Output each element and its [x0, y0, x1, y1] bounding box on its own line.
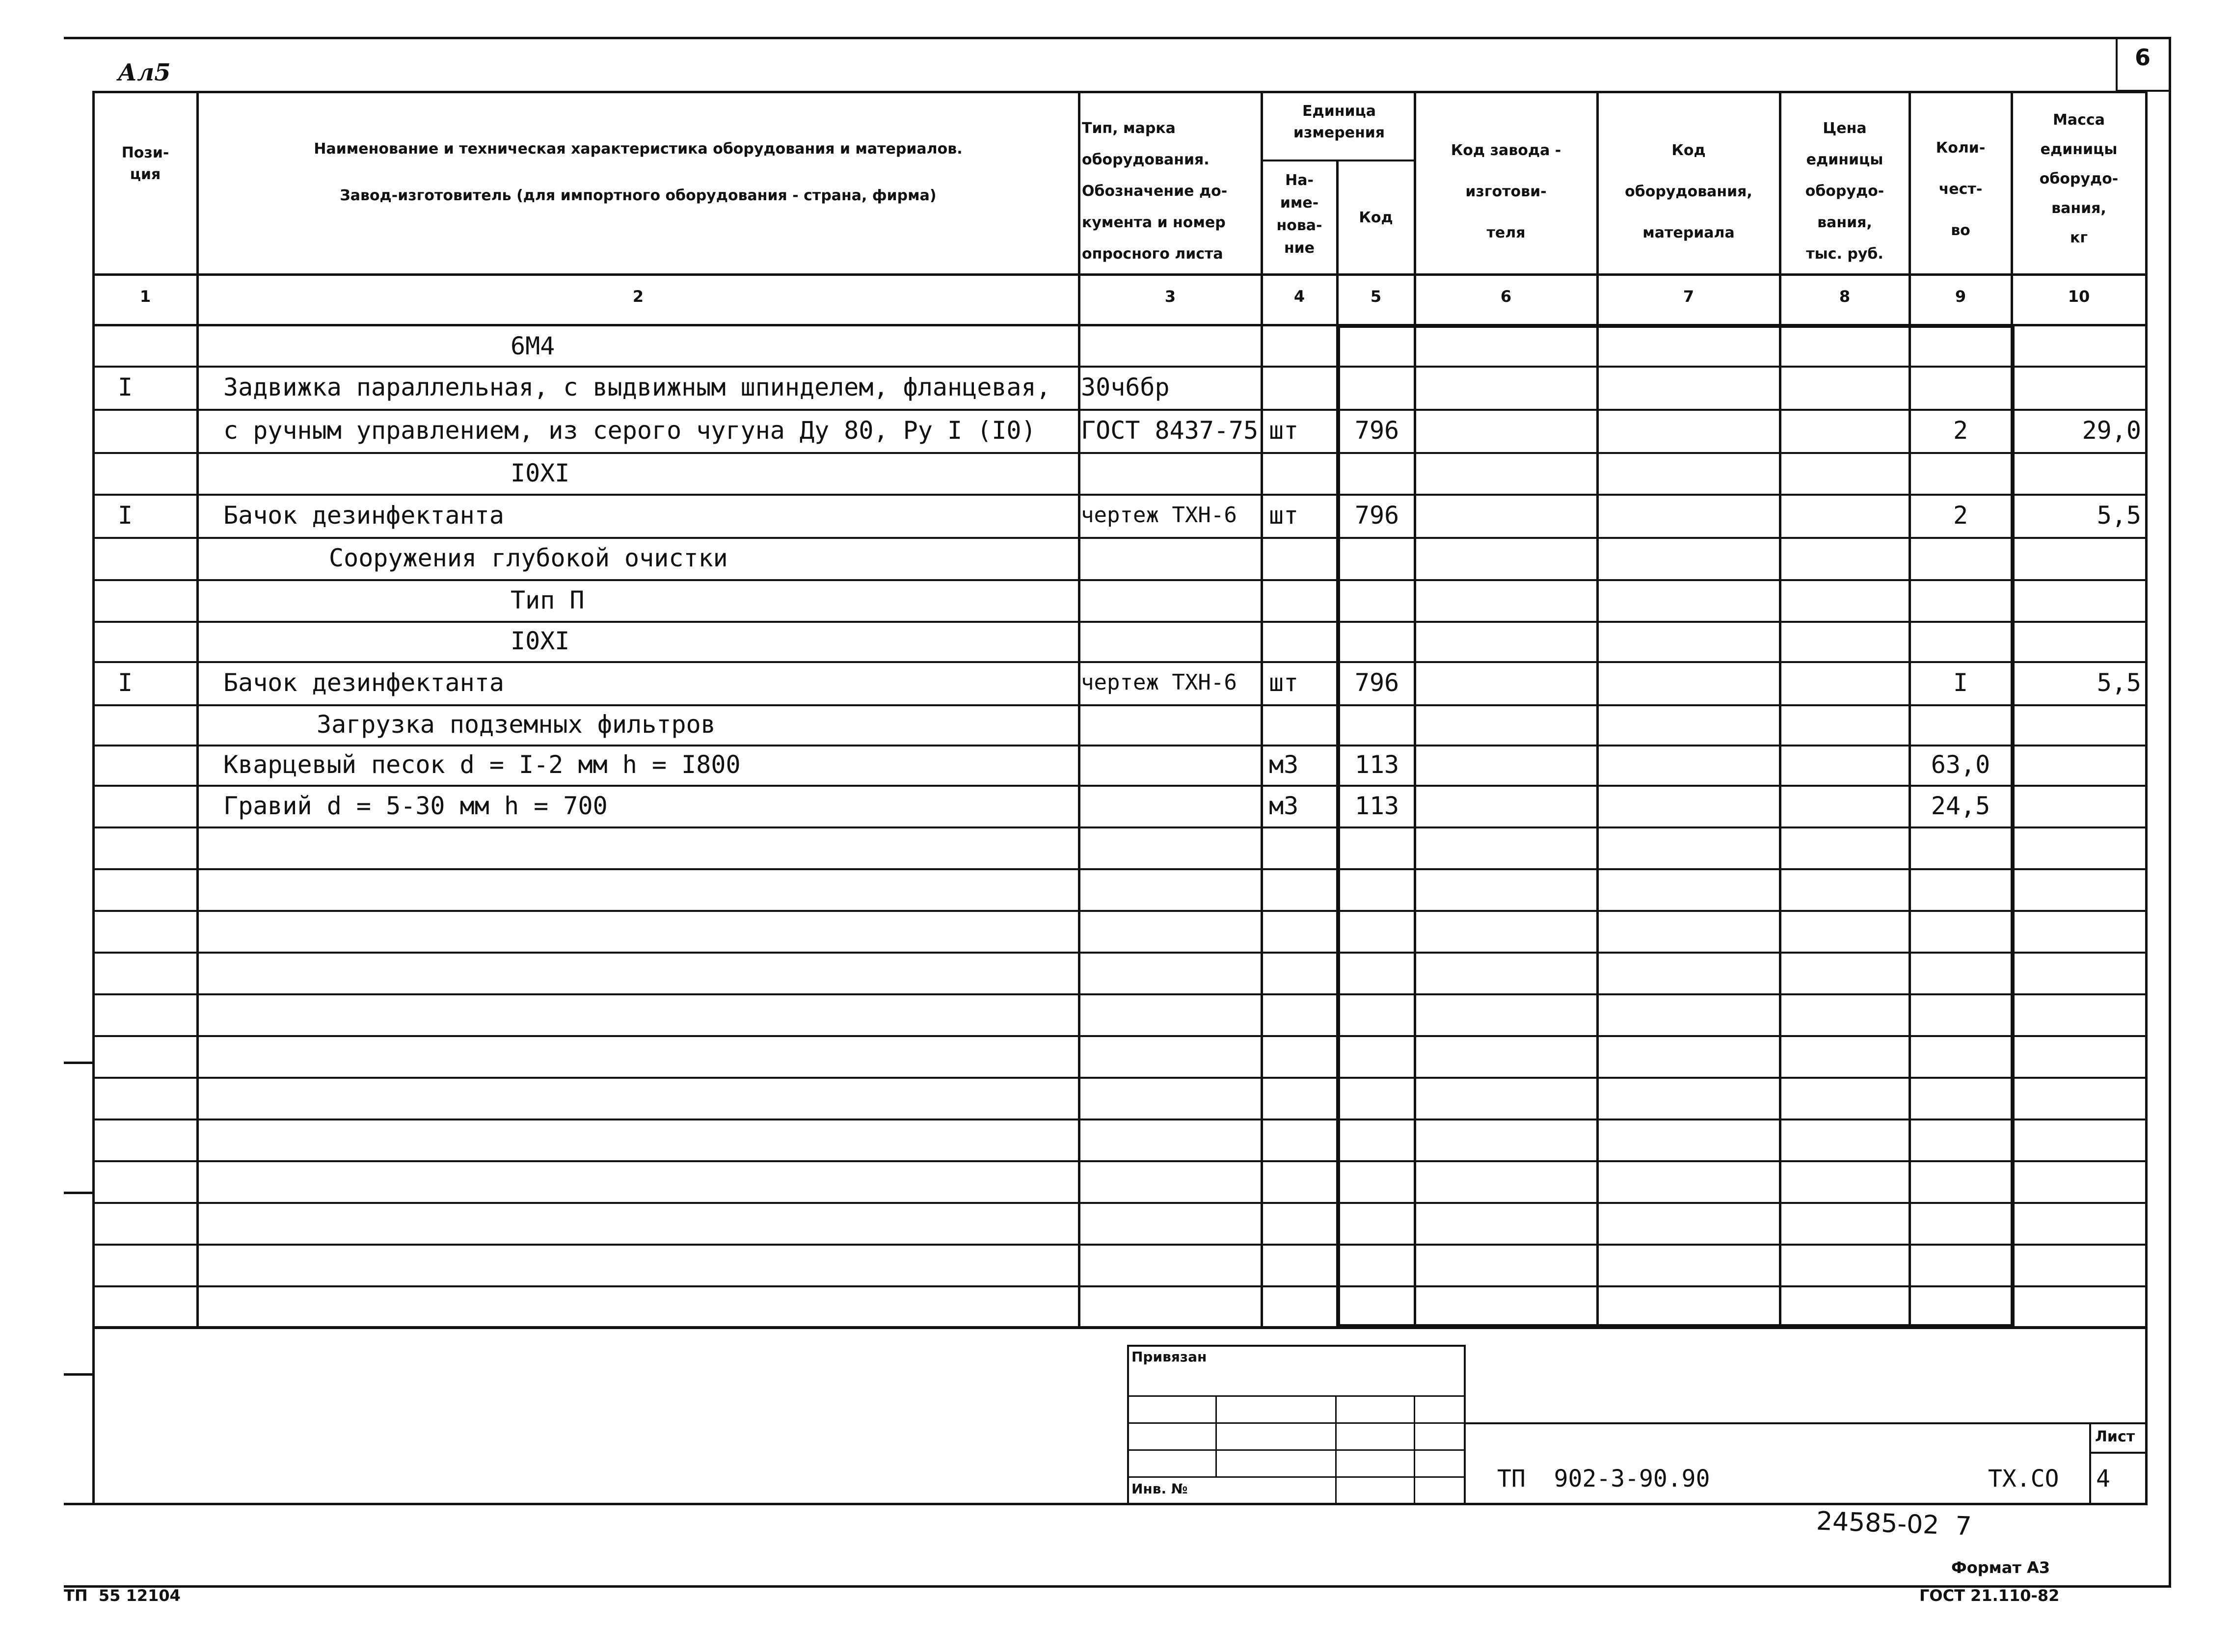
stamp-attached-top	[1127, 1345, 1466, 1347]
doc-code: ТХ.СО	[1988, 1465, 2059, 1492]
cell-unit: шт	[1269, 416, 1299, 445]
frame-top-ext	[64, 37, 88, 39]
cell-name: Кварцевый песок d = I-2 мм h = I800	[223, 750, 741, 779]
row-line	[92, 494, 2148, 496]
col-border-8	[1909, 91, 1911, 1328]
cell-name: Гравий d = 5-30 мм h = 700	[223, 791, 608, 820]
cell-qty: 63,0	[1931, 750, 1990, 779]
cell-name: 6М4	[511, 332, 555, 360]
corner-mark: Ал5	[118, 59, 171, 86]
cell-unit: шт	[1269, 668, 1299, 697]
header-type: Тип, марка оборудования. Обозначение до- кумента и номер опросного листа	[1082, 120, 1228, 263]
frame-top-line	[64, 37, 2170, 39]
cell-mass: 5,5	[2097, 501, 2141, 530]
stamp-col-a	[1215, 1395, 1217, 1476]
col-border-2	[1078, 91, 1080, 1328]
header-quantity: Коли- чест- во	[1936, 139, 1986, 239]
row-line	[92, 366, 2148, 368]
column-number: 10	[2068, 287, 2090, 306]
cell-name: Загрузка подземных фильтров	[317, 710, 716, 739]
column-number: 9	[1955, 287, 1966, 306]
table-top	[92, 91, 2148, 93]
cell-qty: 2	[1953, 416, 1968, 445]
col-border-9b	[2011, 324, 2015, 1328]
row-line	[92, 704, 2148, 706]
sheet-value: 4	[2096, 1465, 2110, 1492]
series-label: ТП 55 12104	[64, 1586, 181, 1605]
row-line	[92, 745, 2148, 746]
stamp-attached-label: Привязан	[1131, 1349, 1207, 1365]
row-line	[92, 621, 2148, 623]
cell-mass: 29,0	[2082, 416, 2141, 445]
cell-unit: м3	[1269, 750, 1299, 779]
header-name-line1: Наименование и техническая характеристика оборудования и материалов.	[314, 140, 963, 158]
frame-right-line	[2169, 37, 2171, 1588]
header-name-line2: Завод-изготовитель (для импортного оборудования - страна, фирма)	[340, 187, 937, 204]
row-line	[92, 452, 2148, 454]
row-line	[92, 537, 2148, 539]
row-line	[92, 993, 2148, 995]
cell-unit: м3	[1269, 791, 1299, 820]
column-number: 4	[1293, 287, 1305, 306]
doc-number: ТП 902-3-90.90	[1497, 1465, 1710, 1492]
row-line	[92, 868, 2148, 870]
cell-qty: 24,5	[1931, 791, 1990, 820]
column-number: 5	[1370, 287, 1382, 306]
cell-code: 796	[1354, 668, 1399, 697]
sheet-box-mid	[2089, 1452, 2148, 1454]
cell-name: I0XI	[511, 458, 570, 487]
margin-tick-4	[64, 1503, 93, 1505]
inventory-number: 24585-02 7	[1816, 1506, 1972, 1542]
stamp-attached-left	[1127, 1345, 1129, 1504]
sheet-number-top: 6	[2134, 44, 2151, 71]
row-line	[92, 1160, 2148, 1162]
col-border-5	[1414, 91, 1416, 1328]
cell-name: с ручным управлением, из серого чугуна Ду 80, Ру I (I0)	[223, 416, 1036, 445]
row-line	[92, 1244, 2148, 1246]
header-mass: Масса единицы оборудо- вания, кг	[2039, 111, 2119, 246]
cell-pos: I	[117, 501, 133, 530]
cell-qty: I	[1953, 668, 1968, 697]
column-number: 1	[139, 287, 151, 306]
col-border-10	[2145, 91, 2148, 1504]
header-price: Цена единицы оборудо- вания, тыс. руб.	[1805, 120, 1884, 263]
standard-label: ГОСТ 21.110-82	[1919, 1586, 2060, 1605]
col-border-3	[1261, 91, 1263, 1328]
header-unit-code: Код	[1359, 209, 1393, 226]
row-line	[92, 579, 2148, 581]
cell-type: ГОСТ 8437-75	[1081, 416, 1259, 445]
column-number: 8	[1839, 287, 1851, 306]
header-factory-code: Код завода - изготови- теля	[1451, 142, 1561, 241]
header-unit-name: На- име- нова- ние	[1276, 172, 1322, 257]
stamp-separator	[92, 1503, 2148, 1505]
header-unit-group-label: Единица измерения	[1293, 103, 1385, 141]
cell-mass: 5,5	[2097, 668, 2141, 697]
col-border-4b	[1336, 324, 1340, 1328]
row-line	[92, 1035, 2148, 1037]
cell-name: Сооружения глубокой очистки	[329, 544, 728, 572]
title-block-top	[1464, 1422, 2148, 1424]
row-line	[92, 826, 2148, 828]
sheet-label: Лист	[2095, 1428, 2135, 1445]
row-line	[92, 1202, 2148, 1204]
column-number: 2	[632, 287, 644, 306]
cell-code: 113	[1354, 791, 1399, 820]
cell-pos: I	[117, 668, 133, 697]
table-body-bottom	[92, 1326, 2148, 1329]
header-bottom	[92, 273, 2148, 276]
stamp-col-c	[1414, 1395, 1415, 1504]
cell-code: 796	[1354, 501, 1399, 530]
column-number: 6	[1500, 287, 1512, 306]
cell-type: 30ч6бр	[1081, 373, 1170, 401]
cell-name: Бачок дезинфектанта	[223, 501, 504, 530]
thick-box-top	[1336, 324, 2015, 328]
margin-tick-3	[64, 1373, 93, 1376]
cell-code: 796	[1354, 416, 1399, 445]
col-border-6	[1596, 91, 1599, 1328]
row-line	[92, 910, 2148, 912]
sheet-box-left	[2089, 1422, 2091, 1504]
cell-qty: 2	[1953, 501, 1968, 530]
cell-name: Бачок дезинфектанта	[223, 668, 504, 697]
frame-bottom-line	[64, 1585, 2171, 1588]
row-line	[92, 785, 2148, 787]
row-line	[92, 409, 2148, 411]
cell-pos: I	[117, 373, 133, 401]
row-line	[92, 661, 2148, 663]
cell-type: чертеж ТХН-6	[1081, 670, 1237, 695]
row-line	[92, 1119, 2148, 1120]
format-label: Формат А3	[1951, 1558, 2050, 1577]
column-number: 3	[1164, 287, 1176, 306]
row-line	[92, 1077, 2148, 1079]
column-number: 7	[1683, 287, 1694, 306]
header-position: Пози- ция	[121, 144, 169, 183]
cell-unit: шт	[1269, 501, 1299, 530]
cell-code: 113	[1354, 750, 1399, 779]
cell-name: Задвижка параллельная, с выдвижным шпинделем, фланцевая,	[223, 373, 1051, 401]
header-equipment-code: Код оборудования, материала	[1625, 142, 1752, 241]
margin-tick-2	[64, 1192, 93, 1194]
cell-name: I0XI	[511, 627, 570, 655]
row-line	[92, 1285, 2148, 1287]
cell-name: Тип П	[511, 586, 585, 614]
stamp-inv-label: Инв. №	[1131, 1481, 1188, 1497]
margin-tick-1	[64, 1062, 93, 1064]
stamp-col-b	[1335, 1395, 1337, 1504]
col-border-7	[1779, 91, 1781, 1328]
cell-type: чертеж ТХН-6	[1081, 503, 1237, 528]
row-line	[92, 952, 2148, 954]
unit-split	[1261, 160, 1416, 161]
stamp-attached-right	[1464, 1345, 1466, 1504]
col-border-1	[196, 91, 199, 1328]
